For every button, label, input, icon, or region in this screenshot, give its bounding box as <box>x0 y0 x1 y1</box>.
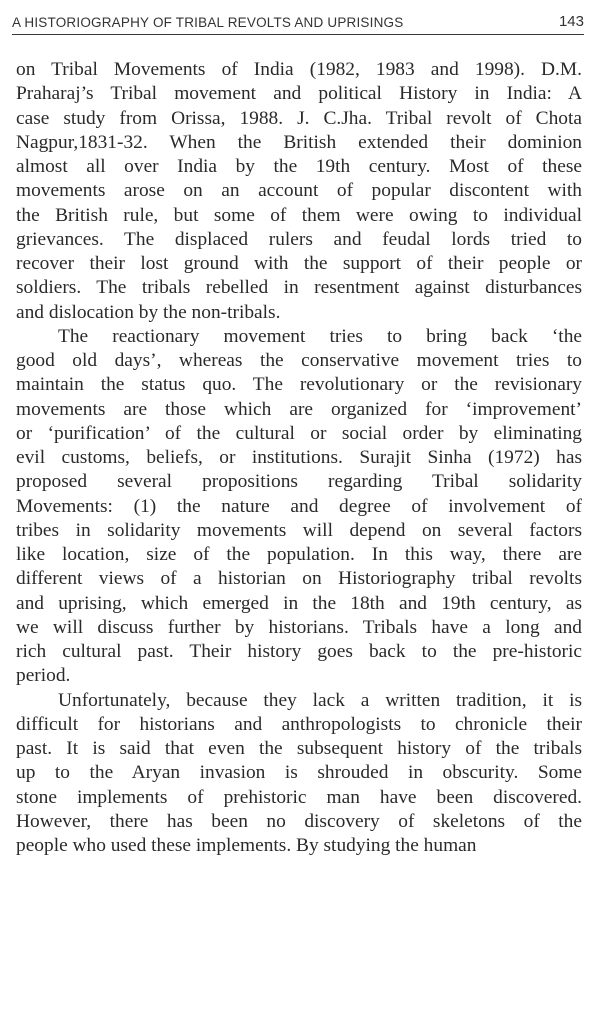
text-line: proposed several propositions regarding Tribal solidarity <box>16 471 582 493</box>
paragraph <box>16 325 582 689</box>
text-line: grievances. The displaced rulers and feudal lords tried to <box>16 228 582 250</box>
text-line: past. It is said that even the subsequent history of the tribals <box>16 738 582 759</box>
text-line: Movements: (1) the nature and degree of involvement of <box>16 495 582 517</box>
page-number: 143 <box>558 13 584 30</box>
text-line: However, there has been no discovery of skeletons of the <box>16 810 582 832</box>
text-line: we will discuss further by historians. Tribals have a long and <box>16 616 582 638</box>
text-line: The reactionary movement tries to bring back ‘the <box>58 325 582 347</box>
text-line: people who used these implements. By studying the human <box>16 835 477 856</box>
text-line: like location, size of the population. In this way, there are <box>16 544 582 565</box>
text-line: stone implements of prehistoric man have been discovered. <box>16 786 582 808</box>
text-line: tribes in solidarity movements will depend on several factors <box>16 519 582 541</box>
text-line: on Tribal Movements of India (1982, 1983 and 1998). D.M. <box>16 59 582 80</box>
text-line: evil customs, beliefs, or institutions. Surajit Sinha (1972) has <box>16 447 582 468</box>
paragraph <box>16 689 582 859</box>
text-line: rich cultural past. Their history goes back to the pre-historic <box>16 641 582 662</box>
text-line: good old days’, whereas the conservative movement tries to <box>16 350 582 371</box>
text-line: recover their lost ground with the support of their people or <box>16 253 582 274</box>
text-line: different views of a historian on Historiography tribal revolts <box>16 568 582 590</box>
text-line: case study from Orissa, 1988. J. C.Jha. Tribal revolt of Chota <box>16 107 582 129</box>
running-title: A HISTORIOGRAPHY OF TRIBAL REVOLTS AND UPRISINGS <box>12 15 404 30</box>
text-line: difficult for historians and anthropologists to chronicle their <box>16 713 582 735</box>
text-line: period. <box>16 665 71 687</box>
text-line: and uprising, which emerged in the 18th and 19th century, as <box>16 592 582 614</box>
text-line: and dislocation by the non-tribals. <box>16 301 281 323</box>
paragraph <box>16 58 582 325</box>
text-line: the British rule, but some of them were owing to individual <box>16 204 582 226</box>
text-line: maintain the status quo. The revolutionary or the revisionary <box>16 374 582 396</box>
text-line: Nagpur,1831-32. When the British extended their dominion <box>16 131 582 153</box>
text-line: almost all over India by the 19th century. Most of these <box>16 156 582 177</box>
body-text <box>16 58 582 858</box>
text-line: up to the Aryan invasion is shrouded in obscurity. Some <box>16 762 582 784</box>
text-line: or ‘purification’ of the cultural or social order by eliminating <box>16 422 582 444</box>
text-line: movements arose on an account of popular discontent with <box>16 180 582 202</box>
running-header <box>12 12 584 35</box>
text-line: movements are those which are organized for ‘improvement’ <box>16 398 582 420</box>
text-line: soldiers. The tribals rebelled in resentment against disturbances <box>16 277 582 299</box>
text-line: Unfortunately, because they lack a written tradition, it is <box>58 689 582 711</box>
text-line: Praharaj’s Tribal movement and political History in India: A <box>16 83 582 105</box>
